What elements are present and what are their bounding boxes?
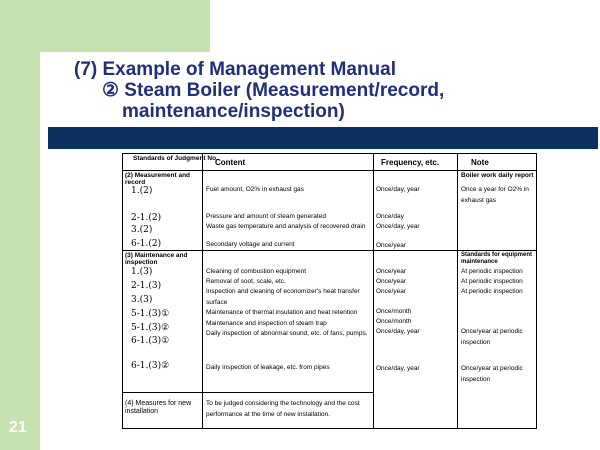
table-row-no: 5-1.(3)① xyxy=(131,309,170,319)
table-row-content: Maintenance and inspection of steam trap xyxy=(206,320,327,327)
section-divider xyxy=(123,250,536,251)
table-row-no: 6-1.(3)① xyxy=(131,336,170,346)
section4-content: To be judged considering the technology and the cost performance at the time of new installation. xyxy=(206,400,360,418)
header-standards: Standards of Judgment No. xyxy=(133,155,218,162)
title-line-1: (7) Example of Management Manual xyxy=(74,59,397,80)
table-row-no: 1.(3) xyxy=(131,267,153,277)
table-row-content: Removal of soot, scale, etc. xyxy=(206,278,286,285)
table-row-no: 3.(3) xyxy=(131,295,153,305)
top-accent-band xyxy=(40,0,210,52)
column-divider xyxy=(202,154,203,428)
table-row-no: 5-1.(3)② xyxy=(131,323,170,333)
table-row-content: Daily inspection of abnormal sound, etc. of fans, pumps. xyxy=(206,330,368,337)
table-row-content: Secondary voltage and current xyxy=(206,241,295,248)
section2-heading: (2) Measurement and record xyxy=(125,172,191,186)
section-divider xyxy=(123,392,373,393)
table-row-frequency: Once/day, year xyxy=(376,365,420,372)
table-row-note: At periodic inspection xyxy=(461,268,523,275)
table-row-note: At periodic inspection xyxy=(461,288,523,295)
table-row-content: Cleaning of combustion equipment xyxy=(206,268,307,275)
header-divider xyxy=(123,170,536,171)
slide-number: 21 xyxy=(9,419,27,436)
table-row-no: 6-1.(2) xyxy=(131,239,162,249)
table-row-frequency: Once/month xyxy=(376,308,412,315)
section4-heading: (4) Measures for new installation xyxy=(125,400,192,415)
table-row-frequency: Once/day xyxy=(376,213,404,220)
header-frequency: Frequency, etc. xyxy=(381,158,440,167)
section3-note-heading: Standards for equipment maintenance xyxy=(461,252,533,265)
table-row-content: Inspection and cleaning of economizer's heat transfer surface xyxy=(206,288,360,306)
column-divider xyxy=(457,154,458,428)
header-note: Note xyxy=(471,158,489,167)
table-row-frequency: Once/year xyxy=(376,242,406,249)
section2-note-heading: Boiler work daily report xyxy=(461,172,534,179)
table-row-no: 2-1.(3) xyxy=(131,281,162,291)
table-row-frequency: Once/year xyxy=(376,288,406,295)
table-row-frequency: Once/day, year xyxy=(376,186,420,193)
table-row-note: Once/year at periodic inspection xyxy=(461,328,523,346)
table-row-frequency: Once/year xyxy=(376,268,406,275)
table-row-content: Fuel amount, O2% in exhaust gas xyxy=(206,186,304,193)
table-row-note: Once a year for O2% in exhaust gas xyxy=(461,186,529,204)
left-sidebar-band xyxy=(0,0,40,450)
column-divider xyxy=(373,154,374,428)
table-row-frequency: Once/day, year xyxy=(376,223,420,230)
management-table xyxy=(122,153,537,429)
table-row-no: 2-1.(2) xyxy=(131,213,162,223)
table-row-frequency: Once/year xyxy=(376,278,406,285)
table-row-no: 6-1.(3)② xyxy=(131,361,170,371)
table-row-no: 1.(2) xyxy=(131,186,153,196)
section3-heading: (3) Maintenance and inspection xyxy=(125,252,188,266)
table-row-no: 3.(2) xyxy=(131,225,153,235)
table-row-content: Maintenance of thermal insulation and heat retention xyxy=(206,309,358,316)
title-underline-band xyxy=(48,127,598,149)
table-row-frequency: Once/month xyxy=(376,318,412,325)
table-row-note: Once/year at periodic inspection xyxy=(461,365,523,383)
table-row-content: Daily inspection of leakage, etc. from pipes xyxy=(206,364,330,371)
table-row-frequency: Once/day, year xyxy=(376,328,420,335)
table-row-note: At periodic inspection xyxy=(461,278,523,285)
table-row-content: Pressure and amount of steam generated xyxy=(206,213,326,220)
title-line-3: maintenance/inspection) xyxy=(122,101,345,122)
table-row-content: Waste gas temperature and analysis of recovered drain xyxy=(206,223,366,230)
header-content: Content xyxy=(215,158,246,167)
title-line-2: ② Steam Boiler (Measurement/record, xyxy=(102,80,445,101)
